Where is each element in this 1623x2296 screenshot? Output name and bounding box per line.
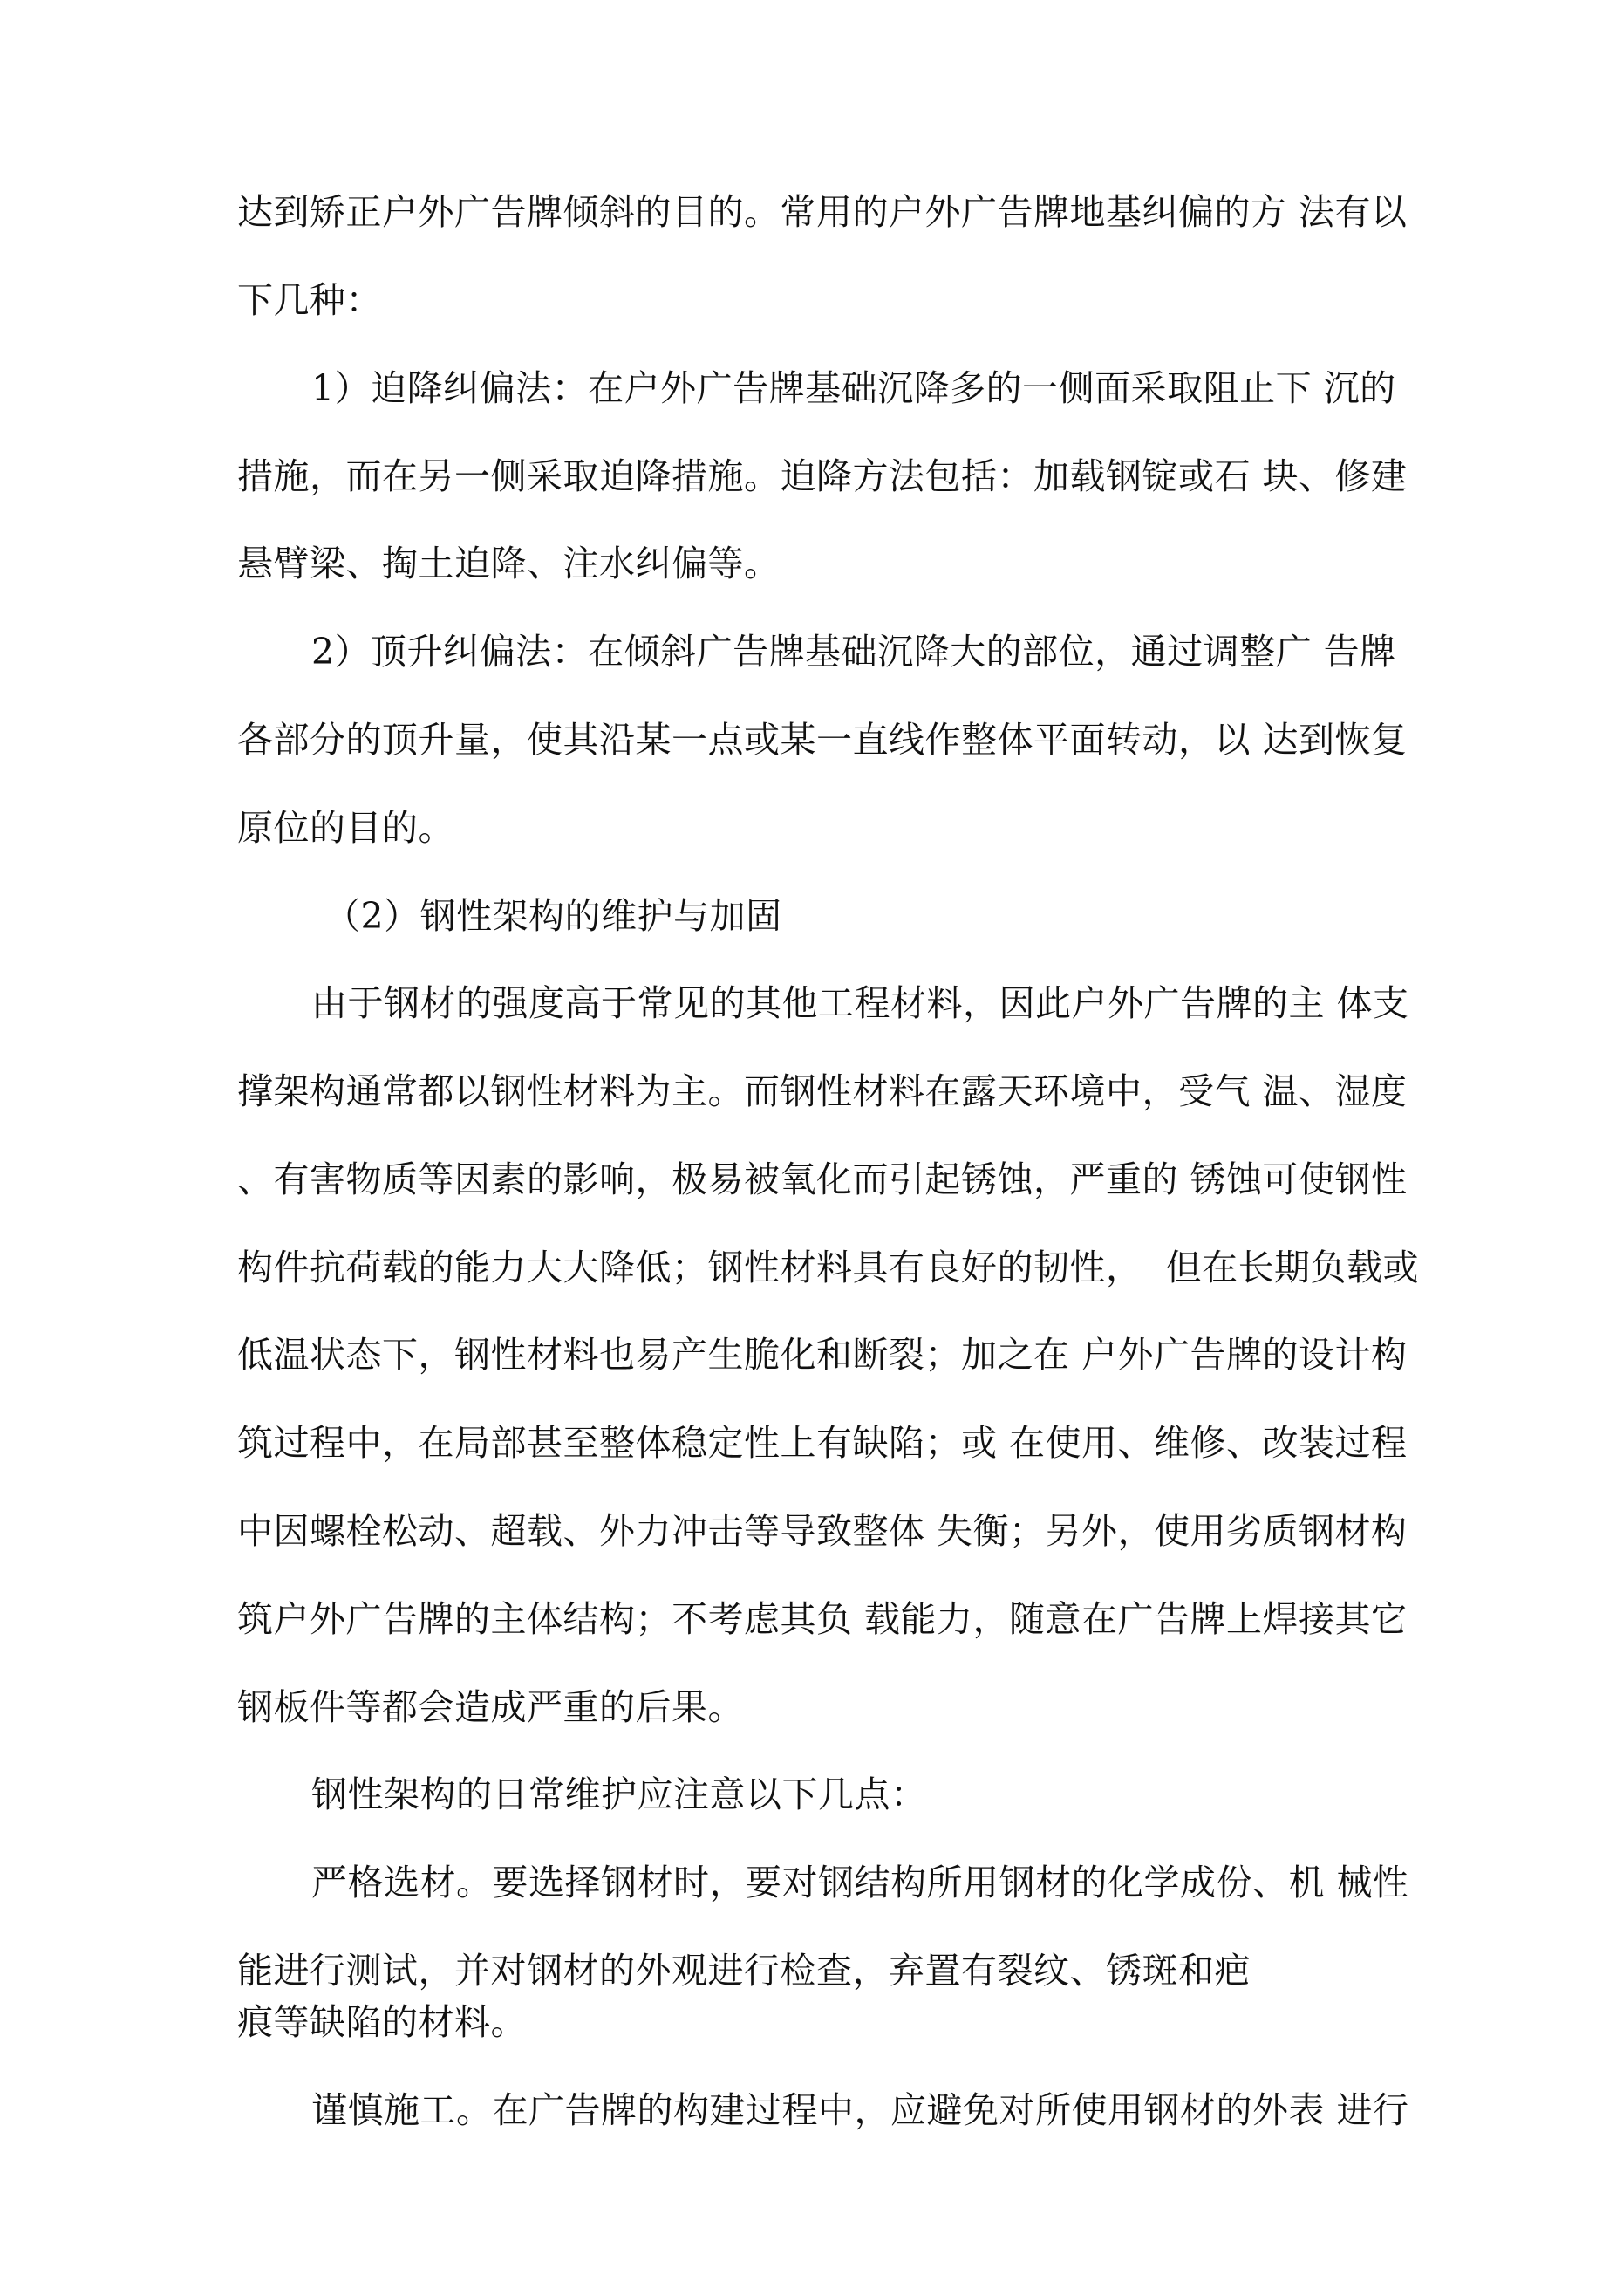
text-line: 谨慎施工。在广告牌的构建过程中，应避免对所使用钢材的外表 进行 [311, 2089, 1409, 2131]
text-line: 严格选材。要选择钢材时，要对钢结构所用钢材的化学成份、机 械性 [311, 1862, 1409, 1903]
text-line: 悬臂梁、掏土迫降、注水纠偏等。 [237, 543, 781, 584]
text-line: 构件抗荷载的能力大大降低；钢性材料具有良好的韧性， 但在长期负载或 [237, 1247, 1420, 1288]
text-line: 中因螺栓松动、超载、外力冲击等导致整体 失衡；另外，使用劣质钢材构 [237, 1510, 1408, 1552]
text-line: 、有害物质等因素的影响，极易被氧化而引起锈蚀，严重的 锈蚀可使钢性 [237, 1158, 1408, 1200]
text-line: 痕等缺陷的材料。 [237, 2001, 527, 2043]
text-line: 原位的目的。 [237, 807, 454, 849]
text-line: 2）顶升纠偏法：在倾斜广告牌基础沉降大的部位，通过调整广 告牌 [311, 631, 1396, 673]
text-line: 撑架构通常都以钢性材料为主。而钢性材料在露天环境中，受气 温、湿度 [237, 1070, 1408, 1112]
section-heading: （2）钢性架构的维护与加固 [324, 895, 782, 937]
text-line: 由于钢材的强度高于常见的其他工程材料，因此户外广告牌的主 体支 [311, 982, 1409, 1024]
text-line: 措施，而在另一侧采取迫降措施。迫降方法包括：加载钢锭或石 块、修建 [237, 455, 1408, 497]
text-line: 各部分的顶升量，使其沿某一点或某一直线作整体平面转动，以 达到恢复 [237, 719, 1408, 761]
text-line: 1）迫降纠偏法：在户外广告牌基础沉降多的一侧面采取阻止下 沉的 [311, 367, 1396, 409]
text-line: 筑过程中，在局部甚至整体稳定性上有缺陷；或 在使用、维修、改装过程 [237, 1422, 1408, 1464]
text-line: 钢性架构的日常维护应注意以下几点： [311, 1773, 927, 1815]
text-line: 钢板件等都会造成严重的后果。 [237, 1686, 744, 1728]
text-line: 能进行测试，并对钢材的外观进行检查，弃置有裂纹、锈斑和疤 [237, 1950, 1251, 1992]
text-line: 筑户外广告牌的主体结构；不考虑其负 载能力，随意在广告牌上焊接其它 [237, 1598, 1408, 1640]
text-line: 达到矫正户外广告牌倾斜的目的。常用的户外广告牌地基纠偏的方 法有以 [237, 191, 1408, 233]
text-line: 低温状态下，钢性材料也易产生脆化和断裂；加之在 户外广告牌的设计构 [237, 1334, 1408, 1376]
text-line: 下几种： [237, 279, 382, 321]
